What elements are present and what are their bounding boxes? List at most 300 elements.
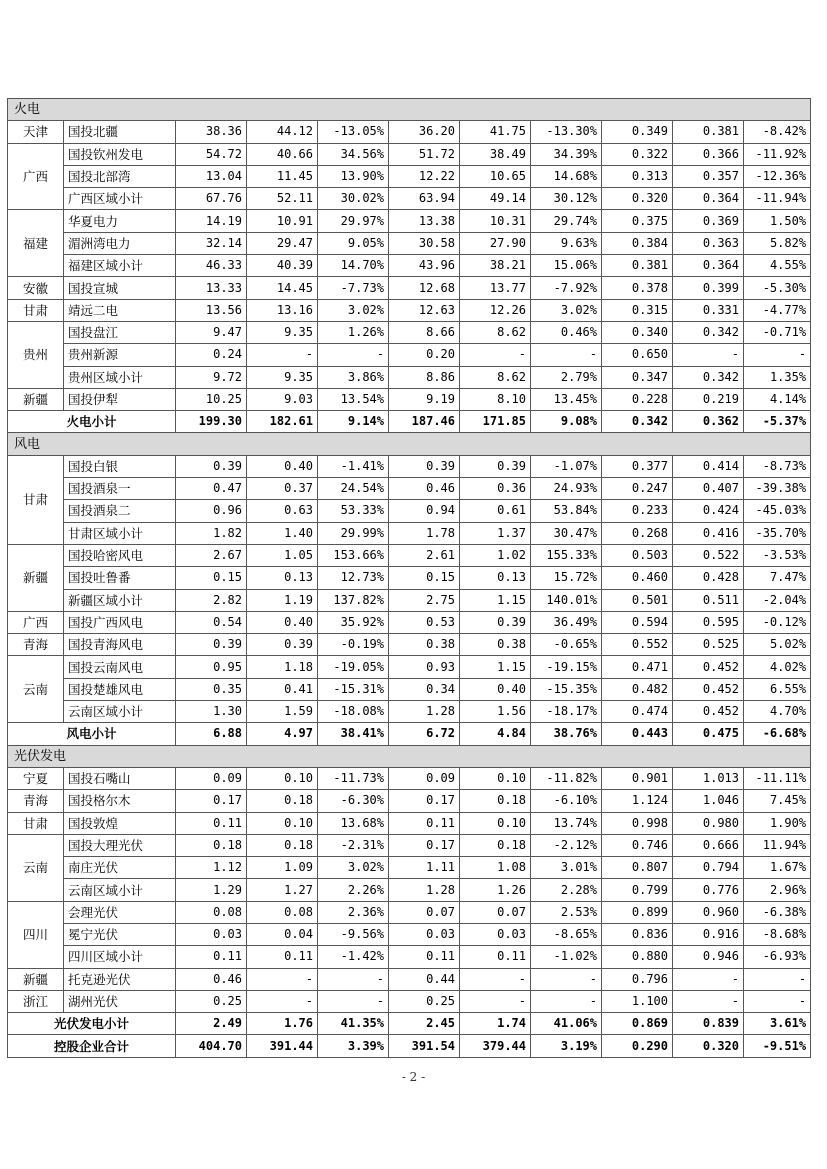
- value-cell: 30.02%: [318, 188, 389, 210]
- plant-name-cell: 国投伊犁: [64, 388, 176, 410]
- value-cell: -: [460, 990, 531, 1012]
- table-row: [8, 143, 811, 165]
- value-cell: 1.12: [176, 857, 247, 879]
- value-cell: 0.807: [602, 857, 673, 879]
- value-cell: 13.56: [176, 299, 247, 321]
- region-cell: 甘肃: [8, 812, 64, 834]
- value-cell: 0.10: [247, 767, 318, 789]
- value-cell: -: [531, 344, 602, 366]
- value-cell: 14.45: [247, 277, 318, 299]
- value-cell: -: [531, 990, 602, 1012]
- value-cell: 1.37: [460, 522, 531, 544]
- section-title: 光伏发电: [8, 745, 811, 767]
- value-cell: 0.960: [673, 901, 744, 923]
- value-cell: -1.42%: [318, 946, 389, 968]
- region-cell: 青海: [8, 790, 64, 812]
- value-cell: -: [744, 968, 811, 990]
- generation-table: [7, 98, 811, 1058]
- subtotal-value: 1.74: [460, 1013, 531, 1035]
- value-cell: 0.650: [602, 344, 673, 366]
- grand-total-value: 3.19%: [531, 1035, 602, 1057]
- value-cell: 12.63: [389, 299, 460, 321]
- value-cell: 38.36: [176, 121, 247, 143]
- value-cell: 13.16: [247, 299, 318, 321]
- subtotal-value: 0.839: [673, 1013, 744, 1035]
- value-cell: 0.61: [460, 500, 531, 522]
- value-cell: 54.72: [176, 143, 247, 165]
- value-cell: 15.06%: [531, 255, 602, 277]
- value-cell: 0.17: [389, 790, 460, 812]
- section-header: [8, 433, 811, 455]
- value-cell: 35.92%: [318, 611, 389, 633]
- grand-total-value: 404.70: [176, 1035, 247, 1057]
- table-row: [8, 388, 811, 410]
- plant-name-cell: 国投云南风电: [64, 656, 176, 678]
- value-cell: 0.46%: [531, 321, 602, 343]
- value-cell: -: [318, 968, 389, 990]
- value-cell: 0.381: [673, 121, 744, 143]
- value-cell: 12.73%: [318, 567, 389, 589]
- value-cell: 1.124: [602, 790, 673, 812]
- value-cell: 7.47%: [744, 567, 811, 589]
- value-cell: 30.58: [389, 232, 460, 254]
- region-cell: 安徽: [8, 277, 64, 299]
- value-cell: 0.228: [602, 388, 673, 410]
- value-cell: 9.05%: [318, 232, 389, 254]
- table-row: [8, 210, 811, 232]
- value-cell: 0.381: [602, 255, 673, 277]
- table-row: [8, 946, 811, 968]
- value-cell: 0.471: [602, 656, 673, 678]
- value-cell: 0.247: [602, 478, 673, 500]
- value-cell: 0.378: [602, 277, 673, 299]
- table-row: [8, 589, 811, 611]
- value-cell: 0.452: [673, 678, 744, 700]
- table-row: [8, 634, 811, 656]
- value-cell: 1.26: [460, 879, 531, 901]
- section-header: [8, 99, 811, 121]
- value-cell: 0.09: [389, 767, 460, 789]
- value-cell: 0.17: [176, 790, 247, 812]
- grand-total-value: 0.320: [673, 1035, 744, 1057]
- value-cell: 1.82: [176, 522, 247, 544]
- plant-name-cell: 新疆区域小计: [64, 589, 176, 611]
- table-row: [8, 701, 811, 723]
- value-cell: 0.13: [460, 567, 531, 589]
- plant-name-cell: 托克逊光伏: [64, 968, 176, 990]
- region-cell: 甘肃: [8, 299, 64, 321]
- table-row: [8, 678, 811, 700]
- value-cell: -: [744, 344, 811, 366]
- value-cell: 0.452: [673, 656, 744, 678]
- subtotal-value: -6.68%: [744, 723, 811, 745]
- value-cell: 0.320: [602, 188, 673, 210]
- value-cell: -9.56%: [318, 923, 389, 945]
- value-cell: 0.10: [460, 812, 531, 834]
- region-cell: 天津: [8, 121, 64, 143]
- value-cell: 0.776: [673, 879, 744, 901]
- value-cell: 0.38: [389, 634, 460, 656]
- value-cell: 0.07: [460, 901, 531, 923]
- value-cell: 0.363: [673, 232, 744, 254]
- subtotal-value: 41.06%: [531, 1013, 602, 1035]
- value-cell: 4.70%: [744, 701, 811, 723]
- table-row: [8, 544, 811, 566]
- value-cell: 63.94: [389, 188, 460, 210]
- value-cell: 0.63: [247, 500, 318, 522]
- value-cell: -: [460, 344, 531, 366]
- value-cell: 1.26%: [318, 321, 389, 343]
- value-cell: -11.94%: [744, 188, 811, 210]
- region-cell: 贵州: [8, 321, 64, 388]
- subtotal-value: 6.72: [389, 723, 460, 745]
- value-cell: -35.70%: [744, 522, 811, 544]
- value-cell: 0.399: [673, 277, 744, 299]
- table-row: [8, 366, 811, 388]
- plant-name-cell: 国投敦煌: [64, 812, 176, 834]
- subtotal-value: -5.37%: [744, 411, 811, 433]
- value-cell: -: [247, 344, 318, 366]
- subtotal-value: 1.76: [247, 1013, 318, 1035]
- value-cell: 0.18: [460, 834, 531, 856]
- value-cell: 0.946: [673, 946, 744, 968]
- table-row: [8, 500, 811, 522]
- value-cell: -: [673, 990, 744, 1012]
- value-cell: 0.11: [247, 946, 318, 968]
- subtotal-value: 3.61%: [744, 1013, 811, 1035]
- value-cell: 0.525: [673, 634, 744, 656]
- value-cell: -: [247, 990, 318, 1012]
- plant-name-cell: 福建区域小计: [64, 255, 176, 277]
- subtotal-value: 6.88: [176, 723, 247, 745]
- value-cell: 10.65: [460, 165, 531, 187]
- table-row: [8, 478, 811, 500]
- value-cell: -11.11%: [744, 767, 811, 789]
- subtotal-value: 0.443: [602, 723, 673, 745]
- value-cell: 1.56: [460, 701, 531, 723]
- plant-name-cell: 贵州新源: [64, 344, 176, 366]
- value-cell: -: [460, 968, 531, 990]
- subtotal-value: 9.08%: [531, 411, 602, 433]
- value-cell: 1.28: [389, 701, 460, 723]
- value-cell: 0.08: [247, 901, 318, 923]
- value-cell: -6.10%: [531, 790, 602, 812]
- value-cell: -: [673, 968, 744, 990]
- value-cell: -2.04%: [744, 589, 811, 611]
- value-cell: 0.366: [673, 143, 744, 165]
- value-cell: 0.880: [602, 946, 673, 968]
- value-cell: -45.03%: [744, 500, 811, 522]
- value-cell: -6.93%: [744, 946, 811, 968]
- value-cell: 0.522: [673, 544, 744, 566]
- plant-name-cell: 国投酒泉一: [64, 478, 176, 500]
- table-row: [8, 277, 811, 299]
- value-cell: 0.18: [460, 790, 531, 812]
- value-cell: 2.75: [389, 589, 460, 611]
- value-cell: 2.28%: [531, 879, 602, 901]
- table-row: [8, 255, 811, 277]
- table-row: [8, 812, 811, 834]
- value-cell: 30.47%: [531, 522, 602, 544]
- value-cell: 0.10: [460, 767, 531, 789]
- value-cell: 0.07: [389, 901, 460, 923]
- plant-name-cell: 四川区域小计: [64, 946, 176, 968]
- value-cell: 0.219: [673, 388, 744, 410]
- value-cell: 0.39: [247, 634, 318, 656]
- region-cell: 新疆: [8, 968, 64, 990]
- value-cell: 43.96: [389, 255, 460, 277]
- value-cell: 8.66: [389, 321, 460, 343]
- subtotal-value: 0.342: [602, 411, 673, 433]
- table-row: [8, 834, 811, 856]
- value-cell: 1.15: [460, 589, 531, 611]
- value-cell: 0.46: [389, 478, 460, 500]
- grand-total-row: [8, 1035, 811, 1057]
- value-cell: 2.53%: [531, 901, 602, 923]
- subtotal-value: 2.45: [389, 1013, 460, 1035]
- value-cell: -7.92%: [531, 277, 602, 299]
- value-cell: -: [318, 990, 389, 1012]
- value-cell: 0.268: [602, 522, 673, 544]
- region-cell: 新疆: [8, 544, 64, 611]
- value-cell: 1.30: [176, 701, 247, 723]
- value-cell: 0.377: [602, 455, 673, 477]
- value-cell: 0.40: [247, 455, 318, 477]
- value-cell: 0.93: [389, 656, 460, 678]
- value-cell: 40.39: [247, 255, 318, 277]
- value-cell: -8.68%: [744, 923, 811, 945]
- value-cell: 0.46: [176, 968, 247, 990]
- value-cell: 0.24: [176, 344, 247, 366]
- value-cell: 0.746: [602, 834, 673, 856]
- plant-name-cell: 湖州光伏: [64, 990, 176, 1012]
- subtotal-value: 4.97: [247, 723, 318, 745]
- table-row: [8, 165, 811, 187]
- value-cell: 24.93%: [531, 478, 602, 500]
- plant-name-cell: 国投北部湾: [64, 165, 176, 187]
- value-cell: -11.92%: [744, 143, 811, 165]
- value-cell: 9.47: [176, 321, 247, 343]
- value-cell: 49.14: [460, 188, 531, 210]
- value-cell: 7.45%: [744, 790, 811, 812]
- value-cell: 0.47: [176, 478, 247, 500]
- value-cell: -4.77%: [744, 299, 811, 321]
- value-cell: 0.04: [247, 923, 318, 945]
- plant-name-cell: 会理光伏: [64, 901, 176, 923]
- value-cell: 1.15: [460, 656, 531, 678]
- grand-total-value: 379.44: [460, 1035, 531, 1057]
- value-cell: 0.340: [602, 321, 673, 343]
- value-cell: 14.19: [176, 210, 247, 232]
- table-row: [8, 901, 811, 923]
- value-cell: 0.384: [602, 232, 673, 254]
- value-cell: 12.68: [389, 277, 460, 299]
- subtotal-label: 光伏发电小计: [8, 1013, 176, 1035]
- value-cell: 0.44: [389, 968, 460, 990]
- value-cell: 0.15: [389, 567, 460, 589]
- value-cell: 2.26%: [318, 879, 389, 901]
- page-number: - 2 -: [401, 1070, 426, 1084]
- value-cell: 1.90%: [744, 812, 811, 834]
- value-cell: 14.70%: [318, 255, 389, 277]
- value-cell: 0.452: [673, 701, 744, 723]
- value-cell: 0.34: [389, 678, 460, 700]
- value-cell: 0.39: [460, 455, 531, 477]
- plant-name-cell: 云南区域小计: [64, 701, 176, 723]
- subtotal-value: 0.362: [673, 411, 744, 433]
- table-row: [8, 522, 811, 544]
- value-cell: -5.30%: [744, 277, 811, 299]
- grand-total-value: 391.54: [389, 1035, 460, 1057]
- value-cell: 0.03: [460, 923, 531, 945]
- value-cell: 0.11: [389, 812, 460, 834]
- value-cell: -0.71%: [744, 321, 811, 343]
- region-cell: 福建: [8, 210, 64, 277]
- value-cell: -0.19%: [318, 634, 389, 656]
- table-row: [8, 923, 811, 945]
- value-cell: 0.08: [176, 901, 247, 923]
- value-cell: 13.38: [389, 210, 460, 232]
- value-cell: 0.37: [247, 478, 318, 500]
- value-cell: 0.407: [673, 478, 744, 500]
- value-cell: -0.65%: [531, 634, 602, 656]
- value-cell: 0.836: [602, 923, 673, 945]
- plant-name-cell: 湄洲湾电力: [64, 232, 176, 254]
- value-cell: 153.66%: [318, 544, 389, 566]
- value-cell: 0.594: [602, 611, 673, 633]
- subtotal-value: 0.869: [602, 1013, 673, 1035]
- subtotal-value: 9.14%: [318, 411, 389, 433]
- value-cell: 13.54%: [318, 388, 389, 410]
- table-row: [8, 121, 811, 143]
- value-cell: 0.347: [602, 366, 673, 388]
- table-row: [8, 567, 811, 589]
- value-cell: 0.315: [602, 299, 673, 321]
- value-cell: 1.35%: [744, 366, 811, 388]
- value-cell: 0.17: [389, 834, 460, 856]
- region-cell: 云南: [8, 656, 64, 723]
- region-cell: 宁夏: [8, 767, 64, 789]
- value-cell: 0.25: [389, 990, 460, 1012]
- value-cell: 0.482: [602, 678, 673, 700]
- value-cell: 0.39: [460, 611, 531, 633]
- value-cell: -2.12%: [531, 834, 602, 856]
- value-cell: 2.36%: [318, 901, 389, 923]
- value-cell: 29.47: [247, 232, 318, 254]
- value-cell: 46.33: [176, 255, 247, 277]
- value-cell: 0.511: [673, 589, 744, 611]
- plant-name-cell: 国投大理光伏: [64, 834, 176, 856]
- plant-name-cell: 华夏电力: [64, 210, 176, 232]
- value-cell: 11.45: [247, 165, 318, 187]
- value-cell: -18.08%: [318, 701, 389, 723]
- region-cell: 云南: [8, 834, 64, 901]
- value-cell: -15.31%: [318, 678, 389, 700]
- value-cell: 15.72%: [531, 567, 602, 589]
- value-cell: -39.38%: [744, 478, 811, 500]
- value-cell: 14.68%: [531, 165, 602, 187]
- grand-total-value: -9.51%: [744, 1035, 811, 1057]
- plant-name-cell: 国投楚雄风电: [64, 678, 176, 700]
- table-row: [8, 321, 811, 343]
- grand-total-value: 0.290: [602, 1035, 673, 1057]
- value-cell: 0.980: [673, 812, 744, 834]
- value-cell: 1.02: [460, 544, 531, 566]
- table-row: [8, 656, 811, 678]
- value-cell: 29.99%: [318, 522, 389, 544]
- value-cell: 36.49%: [531, 611, 602, 633]
- value-cell: 0.40: [247, 611, 318, 633]
- value-cell: 0.11: [389, 946, 460, 968]
- subtotal-value: 171.85: [460, 411, 531, 433]
- value-cell: 3.86%: [318, 366, 389, 388]
- table-row: [8, 344, 811, 366]
- value-cell: 140.01%: [531, 589, 602, 611]
- table-row: [8, 188, 811, 210]
- plant-name-cell: 国投北疆: [64, 121, 176, 143]
- table-row: [8, 767, 811, 789]
- value-cell: -2.31%: [318, 834, 389, 856]
- value-cell: 9.63%: [531, 232, 602, 254]
- value-cell: 8.10: [460, 388, 531, 410]
- region-cell: 浙江: [8, 990, 64, 1012]
- value-cell: 0.233: [602, 500, 673, 522]
- value-cell: -8.73%: [744, 455, 811, 477]
- value-cell: 0.503: [602, 544, 673, 566]
- subtotal-label: 火电小计: [8, 411, 176, 433]
- value-cell: 1.100: [602, 990, 673, 1012]
- value-cell: 0.342: [673, 321, 744, 343]
- value-cell: 2.96%: [744, 879, 811, 901]
- value-cell: -13.30%: [531, 121, 602, 143]
- value-cell: 0.331: [673, 299, 744, 321]
- value-cell: 9.35: [247, 366, 318, 388]
- value-cell: 0.474: [602, 701, 673, 723]
- plant-name-cell: 国投宣城: [64, 277, 176, 299]
- plant-name-cell: 靖远二电: [64, 299, 176, 321]
- value-cell: 0.13: [247, 567, 318, 589]
- region-cell: 甘肃: [8, 455, 64, 544]
- value-cell: 0.39: [176, 634, 247, 656]
- value-cell: 10.25: [176, 388, 247, 410]
- value-cell: 36.20: [389, 121, 460, 143]
- value-cell: 8.86: [389, 366, 460, 388]
- value-cell: 1.78: [389, 522, 460, 544]
- plant-name-cell: 广西区域小计: [64, 188, 176, 210]
- grand-total-value: 391.44: [247, 1035, 318, 1057]
- value-cell: 13.33: [176, 277, 247, 299]
- value-cell: 0.460: [602, 567, 673, 589]
- value-cell: -19.15%: [531, 656, 602, 678]
- value-cell: -: [247, 968, 318, 990]
- subtotal-value: 199.30: [176, 411, 247, 433]
- value-cell: -3.53%: [744, 544, 811, 566]
- table-row: [8, 879, 811, 901]
- value-cell: 32.14: [176, 232, 247, 254]
- value-cell: 0.95: [176, 656, 247, 678]
- subtotal-value: 38.41%: [318, 723, 389, 745]
- value-cell: 137.82%: [318, 589, 389, 611]
- value-cell: 0.11: [460, 946, 531, 968]
- value-cell: 29.97%: [318, 210, 389, 232]
- value-cell: 0.96: [176, 500, 247, 522]
- subtotal-value: 0.475: [673, 723, 744, 745]
- value-cell: -13.05%: [318, 121, 389, 143]
- plant-name-cell: 国投盘江: [64, 321, 176, 343]
- value-cell: 2.67: [176, 544, 247, 566]
- value-cell: -7.73%: [318, 277, 389, 299]
- subtotal-row: [8, 723, 811, 745]
